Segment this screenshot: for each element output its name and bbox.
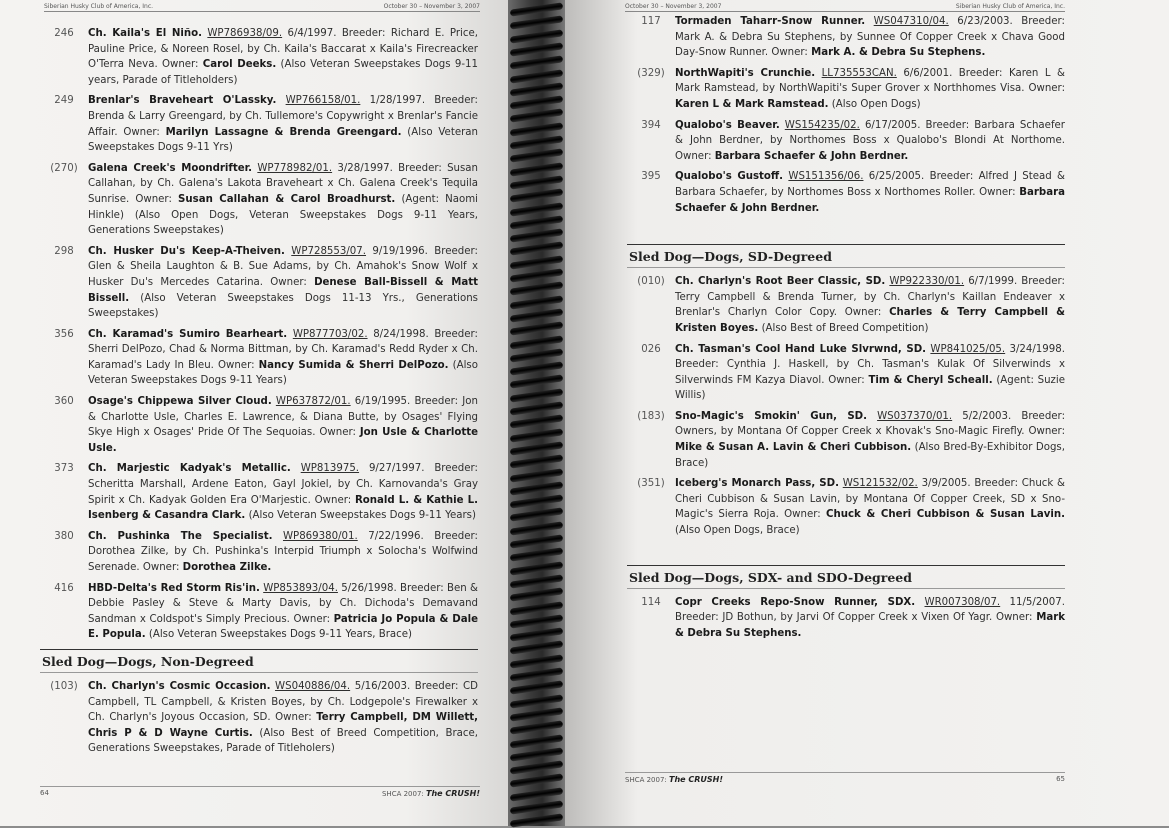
owner-name: Mike & Susan A. Lavin & Cheri Cubbison. — [675, 442, 912, 454]
entry-body — [88, 93, 478, 155]
catalog-entry — [627, 342, 1065, 404]
entry-body — [88, 581, 478, 643]
registration-number: WP869380/01. — [282, 530, 358, 542]
binding-coil — [510, 521, 563, 535]
registration-number: WP853893/04. — [263, 582, 338, 594]
registration-number: WP778982/01. — [257, 162, 333, 174]
binding-coil — [510, 401, 563, 415]
entry-number: 380 — [54, 530, 74, 542]
entry-number: 356 — [54, 328, 74, 340]
registration-number: WP766158/01. — [285, 95, 361, 107]
dog-name: Osage's Chippewa Silver Cloud. — [88, 396, 272, 408]
binding-coil — [510, 162, 563, 176]
entry-number: 249 — [54, 95, 74, 107]
binding-coil — [510, 760, 563, 774]
owner-name: Carol Deeks. — [202, 59, 277, 71]
dog-name: Sno-Magic's Smokin' Gun, SD. — [675, 410, 867, 422]
registration-number: WR007308/07. — [924, 596, 1001, 608]
catalog-entry — [627, 274, 1065, 336]
entry-notes: (Also Best of Breed Competition, Brace, Generations Sweepstakes, Parade of Titleholers) — [88, 727, 479, 755]
owner-name: Barbara Schaefer & John Berdner. — [714, 150, 909, 162]
breeder-info: 6/19/1995. Breeder: Jon & Charlotte Usle, Charles E. Lawrence, & Diana Butte, by Osages' Flying Skye High x Osages' Pride Of The Sequoias. Owner: — [88, 396, 478, 439]
entry-number: (010) — [637, 276, 665, 288]
binding-coil — [510, 361, 563, 375]
page-number: 64 — [40, 789, 49, 797]
entry-number: 114 — [641, 596, 661, 608]
owner-name: Terry Campbell, DM Willett, Chris P & D Wayne Curtis. — [88, 712, 478, 739]
entry-number: 394 — [641, 119, 661, 131]
binding-coil — [510, 614, 563, 628]
entry-body — [675, 274, 1065, 336]
binding-coil — [510, 747, 563, 761]
binding-coil — [510, 654, 563, 668]
entry-notes: (Also Veteran Sweepstakes Dogs 9-11 Years) — [248, 510, 476, 522]
binding-coil — [510, 69, 563, 83]
breeder-info: 9/19/1996. Breeder: Glen & Sheila Laughton & B. Sue Adams, by Ch. Amahok's Snow Wolf x Husker Du's Mercedes Catarina. Owner: — [88, 245, 478, 288]
footer-event: SHCA 2007: — [625, 776, 667, 784]
catalog-entry — [40, 394, 478, 456]
dog-name: Ch. Charlyn's Cosmic Occasion. — [88, 680, 271, 692]
dog-name: Ch. Marjestic Kadyak's Metallic. — [88, 463, 291, 475]
catalog-entry — [627, 118, 1065, 165]
binding-coil — [510, 481, 563, 495]
catalog-entry — [40, 461, 478, 523]
breeder-info: 8/24/1998. Breeder: Sherri DelPozo, Chad & Norma Bittman, by Ch. Karamad's Redd Ryder x Ch. Karamad's Lady In Bleu. Owner: — [88, 328, 478, 371]
breeder-info: 7/22/1996. Breeder: Dorothea Zilke, by Ch. Pushinka's Interpid Triumph x Solocha's Wolfwind Serenade. Owner: — [88, 530, 478, 573]
binding-coil — [510, 734, 563, 748]
running-head-club: Siberian Husky Club of America, Inc. — [44, 3, 154, 10]
breeder-info: 3/9/2005. Breeder: Chuck & Cheri Cubbison & Susan Lavin, by Montana Of Copper Creek, SD x Sno-Magic's Sierra Roja. Owner: — [675, 478, 1065, 521]
left-footer — [40, 786, 480, 798]
dog-name: Tormaden Taharr-Snow Runner. — [675, 16, 866, 27]
entry-body — [675, 169, 1065, 216]
breeder-info: 3/28/1997. Breeder: Susan Callahan, by Ch. Galena's Lakota Braveheart x Ch. Galena Creek's Tequila Sunrise. Owner: — [88, 162, 478, 205]
binding-coil — [510, 82, 563, 96]
owner-name: Karen L & Mark Ramstead. — [675, 98, 829, 110]
catalog-entry — [627, 595, 1065, 642]
owner-name: Mark & Debra Su Stephens. — [675, 612, 1065, 639]
binding-coil — [510, 175, 563, 189]
dog-name: Galena Creek's Moondrifter. — [88, 162, 253, 174]
dog-name: Ch. Tasman's Cool Hand Luke Slvrwnd, SD. — [675, 343, 927, 355]
catalog-entry — [40, 529, 478, 576]
entry-number: 373 — [54, 463, 74, 475]
binding-coil — [510, 149, 563, 163]
breeder-info: 6/25/2005. Breeder: Alfred J Stead & Barbara Schaefer, by Northomes Boss x Northomes Roller. Owner: — [675, 171, 1065, 198]
entry-number: (351) — [637, 478, 665, 490]
entry-notes: (Also Open Dogs, Brace) — [675, 525, 800, 537]
binding-coil — [510, 694, 563, 708]
catalog-entry — [627, 66, 1065, 113]
binding-coil — [510, 215, 563, 229]
owner-name: Denese Ball-Bissell & Matt Bissell. — [88, 276, 478, 304]
binding-coil — [510, 627, 563, 641]
dog-name: Ch. Charlyn's Root Beer Classic, SD. — [675, 276, 886, 288]
entry-notes: (Also Open Dogs) — [831, 98, 921, 110]
spiral-binding — [508, 0, 565, 826]
registration-number: WS037370/01. — [877, 410, 953, 422]
entry-body — [675, 118, 1065, 165]
entry-number: 298 — [54, 245, 74, 257]
entry-body — [88, 161, 478, 239]
dog-name: Ch. Pushinka The Specialist. — [88, 530, 273, 542]
binding-coil — [510, 588, 563, 602]
registration-number: WP922330/01. — [889, 276, 965, 288]
registration-number: WS154235/02. — [784, 119, 860, 131]
entry-body — [88, 327, 478, 389]
entry-notes: (Also Veteran Sweepstakes Dogs 9-11 Years) — [88, 359, 478, 387]
owner-name: Patricia Jo Popula & Dale E. Popula. — [88, 613, 478, 641]
footer-title: The CRUSH! — [669, 775, 724, 784]
breeder-info: 5/26/1998. Breeder: Ben & Debbie Pasley & Steve & Marty Davis, by Ch. Dichoda's Demavand Sandman x Coldspot's Simply Precious. Owner: — [88, 582, 479, 625]
entry-number: 026 — [641, 343, 661, 355]
registration-number: WP841025/05. — [930, 343, 1006, 355]
binding-coil — [510, 282, 563, 296]
entry-number: 416 — [54, 582, 74, 594]
section-title: Sled Dog—Dogs, SDX- and SDO-Degreed — [627, 565, 1065, 589]
binding-coil — [510, 16, 563, 30]
binding-coil — [510, 681, 563, 695]
catalog-entry — [40, 581, 478, 643]
breeder-info: 6/6/2001. Breeder: Karen L & Mark Ramstead, by NorthWapiti's Super Grover x Northhomes Visa. Owner: — [675, 67, 1065, 95]
binding-coil — [510, 667, 563, 681]
binding-coil — [510, 242, 563, 256]
entry-number: 360 — [54, 396, 74, 408]
breeder-info: 11/5/2007. Breeder: JD Bothun, by Jarvi Of Copper Creek x Vixen Of Yagr. Owner: — [675, 596, 1065, 624]
dog-name: HBD-Delta's Red Storm Ris'in. — [88, 582, 260, 594]
binding-coil — [510, 548, 563, 562]
dog-name: Iceberg's Monarch Pass, SD. — [675, 478, 839, 490]
owner-name: Charles & Terry Campbell & Kristen Boyes. — [675, 307, 1065, 334]
owner-name: Dorothea Zilke. — [182, 562, 272, 573]
footer-event: SHCA 2007: — [381, 790, 424, 798]
catalog-entry — [40, 26, 478, 88]
owner-name: Nancy Sumida & Sherri DelPozo. — [258, 359, 449, 371]
catalog-entry — [627, 409, 1065, 471]
binding-coil — [510, 561, 563, 575]
owner-name: Tim & Cheryl Scheall. — [868, 374, 993, 386]
entry-body — [675, 595, 1065, 642]
registration-number: WP637872/01. — [275, 396, 351, 408]
binding-coil — [510, 707, 563, 721]
entry-body — [675, 409, 1065, 471]
binding-coil — [510, 42, 563, 56]
binding-coil — [510, 534, 563, 548]
binding-coil — [510, 348, 563, 362]
owner-name: Mark A. & Debra Su Stephens. — [811, 47, 986, 59]
breeder-info: 5/2/2003. Breeder: Owners, by Montana Of Copper Creek x Khovak's Sno-Magic Firefly. Owner: — [675, 410, 1066, 438]
binding-coil — [510, 574, 563, 588]
right-entries — [627, 14, 1065, 646]
registration-number: WS121532/02. — [842, 478, 918, 490]
binding-coil — [510, 455, 563, 469]
entry-body — [88, 394, 478, 456]
binding-coil — [510, 95, 563, 109]
entry-notes: (Also Veteran Sweepstakes Dogs 9-11 Yrs) — [88, 126, 478, 154]
left-page — [0, 0, 508, 826]
entry-number: (329) — [637, 67, 665, 79]
dog-name: Ch. Kaila's El Niño. — [88, 28, 202, 39]
registration-number: WP728553/07. — [291, 245, 367, 257]
breeder-info: 5/16/2003. Breeder: CD Campbell, TL Campbell, & Kristen Boyes, by Ch. Lodgepole's Firewalker x Ch. Charlyn's Joyous Occasion, SD. Owner: — [88, 680, 478, 724]
registration-number: WS040886/04. — [275, 680, 351, 692]
dog-name: NorthWapiti's Crunchie. — [675, 67, 816, 79]
catalog-entry — [40, 161, 478, 239]
owner-name: Susan Callahan & Carol Broadhurst. — [178, 193, 396, 205]
left-running-head — [44, 3, 480, 12]
dog-name: Qualobo's Gustoff. — [675, 171, 784, 183]
registration-number: WP877703/02. — [292, 328, 368, 340]
registration-number: WP786938/09. — [207, 28, 283, 39]
binding-coil — [510, 787, 563, 801]
binding-coil — [510, 601, 563, 615]
entry-notes: (Agent: Naomi Hinkle) (Also Open Dogs, Veteran Sweepstakes Dogs 9-11 Years, Generations Sweepstakes) — [88, 193, 478, 237]
owner-name: Jon Usle & Charlotte Usle. — [88, 427, 478, 454]
entry-body — [675, 66, 1065, 113]
registration-number: WP813975. — [300, 463, 360, 475]
binding-coil — [510, 109, 563, 123]
binding-coil — [510, 721, 563, 735]
catalog-entry — [40, 679, 478, 757]
entry-number: 246 — [54, 28, 74, 39]
breeder-info: 6/17/2005. Breeder: Barbara Schaefer & John Berdner, by Northomes Boss x Qualobo's Blondi At Northome. Owner: — [675, 119, 1065, 162]
binding-coil — [510, 388, 563, 402]
entry-body — [675, 14, 1065, 61]
entry-body — [88, 244, 478, 322]
breeder-info: 6/4/1997. Breeder: Richard E. Price, Pauline Price, & Noreen Rosel, by Ch. Kaila's Baccarat x Kaila's Firecreacker O'Terra Neva. Owner: — [88, 28, 478, 71]
binding-coil — [510, 415, 563, 429]
entry-number: 395 — [641, 171, 661, 183]
entry-notes: (Also Veteran Sweepstakes Dogs 9-11 Years, Brace) — [148, 629, 413, 641]
catalog-entry — [627, 14, 1065, 61]
entry-notes: (Also Veteran Sweepstakes Dogs 11-13 Yrs., Generations Sweepstakes) — [88, 292, 478, 320]
binding-coil — [510, 308, 563, 322]
footer-title: The CRUSH! — [426, 789, 480, 798]
binding-coil — [510, 56, 563, 70]
right-page — [565, 0, 1169, 826]
registration-number: WS047310/04. — [873, 16, 949, 27]
binding-coil — [510, 508, 563, 522]
section-title: Sled Dog—Dogs, Non-Degreed — [40, 649, 478, 673]
entry-number: (103) — [50, 680, 78, 692]
binding-coil — [510, 189, 563, 203]
right-running-head — [625, 3, 1065, 12]
binding-coil — [510, 800, 563, 814]
right-footer — [625, 772, 1065, 784]
entry-number: (183) — [637, 410, 665, 422]
catalog-entry — [627, 476, 1065, 538]
binding-coil — [510, 122, 563, 136]
binding-coil — [510, 268, 563, 282]
catalog-entry — [40, 244, 478, 322]
binding-coil — [510, 29, 563, 43]
binding-coil — [510, 322, 563, 336]
running-head-club: Siberian Husky Club of America, Inc. — [955, 3, 1065, 10]
section-title: Sled Dog—Dogs, SD-Degreed — [627, 244, 1065, 268]
owner-name: Chuck & Cheri Cubbison & Susan Lavin. — [826, 509, 1065, 521]
breeder-info: 6/23/2003. Breeder: Mark A. & Debra Su Stephens, by Sunnee Of Copper Creek x Chava Good Day-Snow Runner. Owner: — [675, 16, 1065, 59]
breeder-info: 1/28/1997. Breeder: Brenda & Larry Greengard, by Ch. Tullemore's Copywright x Brenlar's Fancie Affair. Owner: — [88, 95, 478, 138]
owner-name: Barbara Schaefer & John Berdner. — [675, 186, 1065, 214]
entry-notes: (Also Veteran Sweepstakes Dogs 9-11 years, Parade of Titleholders) — [88, 59, 478, 86]
entry-body — [88, 26, 478, 88]
dog-name: Ch. Karamad's Sumiro Bearheart. — [88, 328, 288, 340]
dog-name: Qualobo's Beaver. — [675, 119, 780, 131]
binding-coil — [510, 295, 563, 309]
registration-number: LL735553CAN. — [821, 67, 897, 79]
left-entries — [40, 26, 478, 762]
entry-body — [675, 342, 1065, 404]
entry-body — [88, 679, 478, 757]
entry-body — [88, 529, 478, 576]
binding-coil — [510, 774, 563, 788]
dog-name: Copr Creeks Repo-Snow Runner, SDX. — [675, 596, 916, 608]
binding-coil — [510, 2, 563, 16]
entry-number: 117 — [641, 16, 661, 27]
owner-name: Marilyn Lassagne & Brenda Greengard. — [165, 126, 402, 138]
breeder-info: 3/24/1998. Breeder: Cynthia J. Haskell, by Ch. Tasman's Kulak Of Silverwinds x Silverwinds FM Kazya Diavol. Owner: — [675, 343, 1065, 386]
binding-coil — [510, 468, 563, 482]
entry-body — [88, 461, 478, 523]
entry-notes: (Also Best of Breed Competition) — [761, 322, 929, 334]
owner-name: Ronald L. & Kathie L. Isenberg & Casandra Clark. — [88, 494, 478, 522]
catalog-entry — [627, 169, 1065, 216]
registration-number: WS151356/06. — [788, 171, 864, 183]
breeder-info: 9/27/1997. Breeder: Scheritta Marshall, Ardene Eaton, Gayl Jokiel, by Ch. Karnovanda's Gray Spirit x Ch. Kadyak Golden Era O'Marjestic. Owner: — [88, 463, 478, 506]
dog-name: Brenlar's Braveheart O'Lassky. — [88, 95, 277, 107]
binding-coil — [510, 641, 563, 655]
running-head-dates: October 30 – November 3, 2007 — [625, 3, 722, 10]
binding-coil — [510, 135, 563, 149]
binding-coil — [510, 255, 563, 269]
catalog-entry — [40, 327, 478, 389]
breeder-info: 6/7/1999. Breeder: Terry Campbell & Brenda Turner, by Ch. Charlyn's Kaillan Endeaver x Brenlar's Charlyn Color Copy. Owner: — [675, 276, 1065, 319]
binding-coil — [510, 335, 563, 349]
dog-name: Ch. Husker Du's Keep-A-Theiven. — [88, 245, 285, 257]
binding-coil — [510, 228, 563, 242]
binding-coil — [510, 494, 563, 508]
running-head-dates: October 30 – November 3, 2007 — [383, 3, 480, 10]
binding-coil — [510, 375, 563, 389]
binding-coil — [510, 441, 563, 455]
binding-coil — [510, 202, 563, 216]
binding-coil — [510, 428, 563, 442]
entry-notes: (Also Bred-By-Exhibitor Dogs, Brace) — [675, 442, 1065, 469]
catalog-entry — [40, 93, 478, 155]
entry-body — [675, 476, 1065, 538]
entry-number: (270) — [50, 162, 78, 174]
entry-notes: (Agent: Suzie Willis) — [675, 374, 1065, 402]
page-number: 65 — [1056, 775, 1065, 783]
